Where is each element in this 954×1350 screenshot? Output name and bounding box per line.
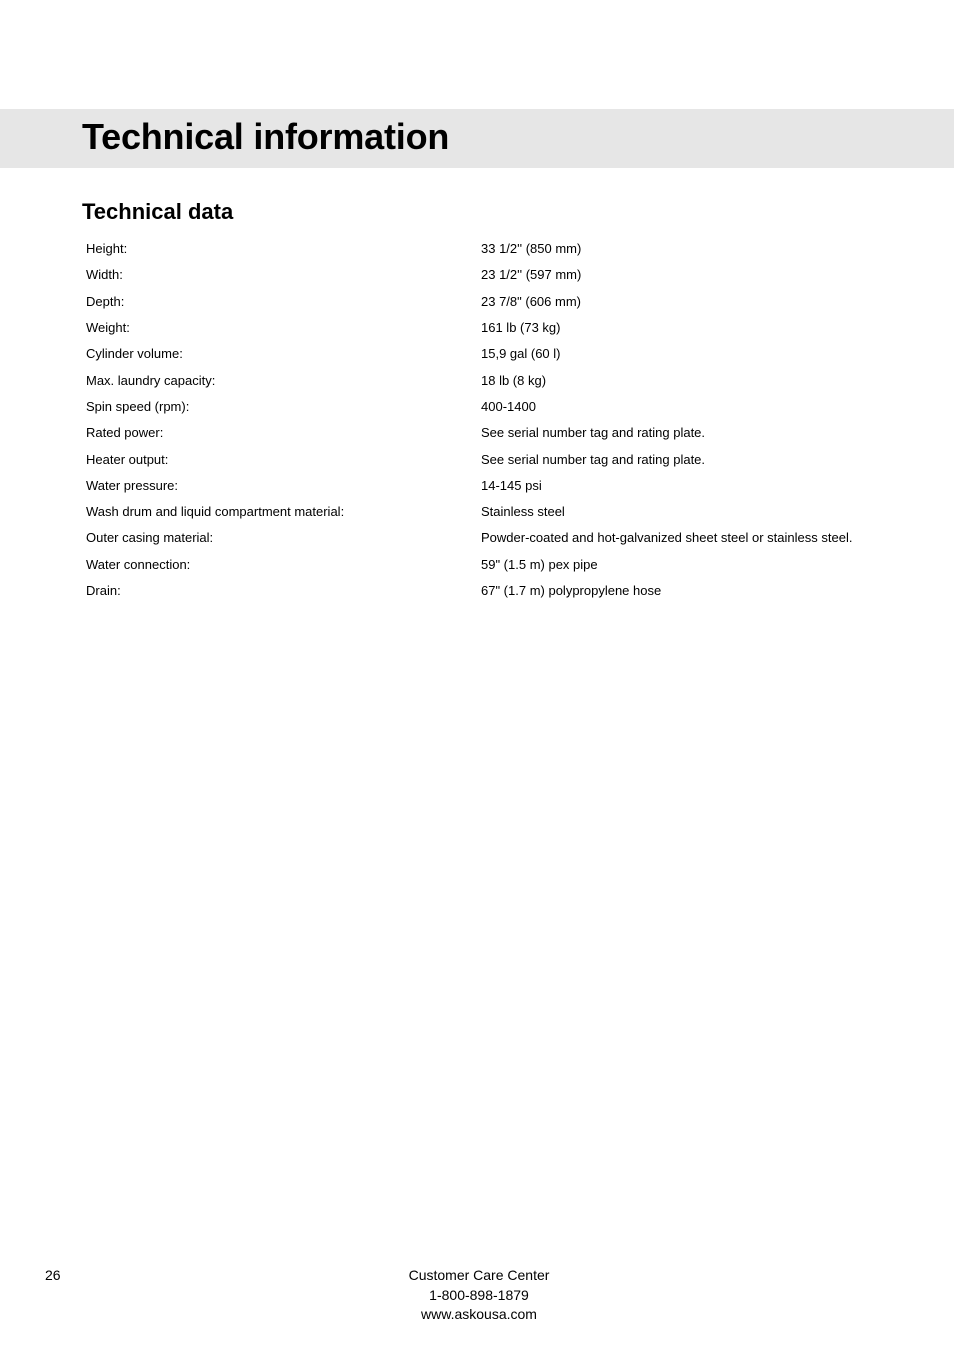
table-row xyxy=(86,552,906,578)
spec-label: Water connection: xyxy=(86,556,191,572)
table-row xyxy=(86,525,906,551)
table-row xyxy=(86,499,906,525)
table-row xyxy=(86,446,906,472)
spec-label: Rated power: xyxy=(86,425,164,441)
spec-value: 15,9 gal (60 l) xyxy=(481,346,561,362)
spec-label: Drain: xyxy=(86,583,121,598)
spec-value: Stainless steel xyxy=(481,504,565,520)
spec-value: See serial number tag and rating plate. xyxy=(481,425,706,441)
spec-label: Heater output: xyxy=(86,451,169,467)
spec-value: 23 7/8" (606 mm) xyxy=(481,293,581,309)
spec-label: Outer casing material: xyxy=(86,530,214,546)
section-title: Technical data xyxy=(82,199,234,224)
page-title: Technical information xyxy=(82,116,450,157)
table-row xyxy=(86,262,906,288)
spec-value: 161 lb (73 kg) xyxy=(481,320,561,336)
spec-value: 14-145 psi xyxy=(481,477,542,493)
spec-label: Cylinder volume: xyxy=(86,346,183,362)
spec-label: Height: xyxy=(86,241,128,257)
spec-value: 67" (1.7 m) polypropylene hose xyxy=(481,583,662,598)
spec-value: 59" (1.5 m) pex pipe xyxy=(481,556,598,572)
spec-value: 23 1/2'' (597 mm) xyxy=(481,267,582,283)
spec-label: Width: xyxy=(86,267,123,283)
spec-label: Wash drum and liquid compartment material: xyxy=(86,504,345,520)
spec-value: See serial number tag and rating plate. xyxy=(481,451,706,467)
table-row xyxy=(86,367,906,393)
spec-label: Water pressure: xyxy=(86,477,178,493)
table-row xyxy=(86,578,906,604)
footer-contact xyxy=(379,1266,579,1325)
technical-data-table xyxy=(86,236,906,604)
table-row xyxy=(86,315,906,341)
table-row xyxy=(86,289,906,315)
spec-label: Weight: xyxy=(86,320,130,336)
page-number: 26 xyxy=(45,1267,61,1283)
spec-value: Powder-coated and hot-galvanized sheet steel or stainless steel. xyxy=(481,530,853,546)
spec-label: Depth: xyxy=(86,293,125,309)
spec-value: 18 lb (8 kg) xyxy=(481,372,547,388)
table-row xyxy=(86,394,906,420)
table-row xyxy=(86,473,906,499)
table-row xyxy=(86,236,906,262)
spec-value: 33 1/2'' (850 mm) xyxy=(481,241,582,257)
spec-label: Spin speed (rpm): xyxy=(86,398,190,414)
footer-customer-care: Customer Care Center xyxy=(408,1267,550,1283)
spec-label: Max. laundry capacity: xyxy=(86,372,216,388)
table-row xyxy=(86,341,906,367)
footer-website: www.askousa.com xyxy=(421,1306,537,1322)
table-row xyxy=(86,420,906,446)
footer-phone: 1-800-898-1879 xyxy=(429,1286,529,1303)
spec-value: 400-1400 xyxy=(481,398,536,414)
